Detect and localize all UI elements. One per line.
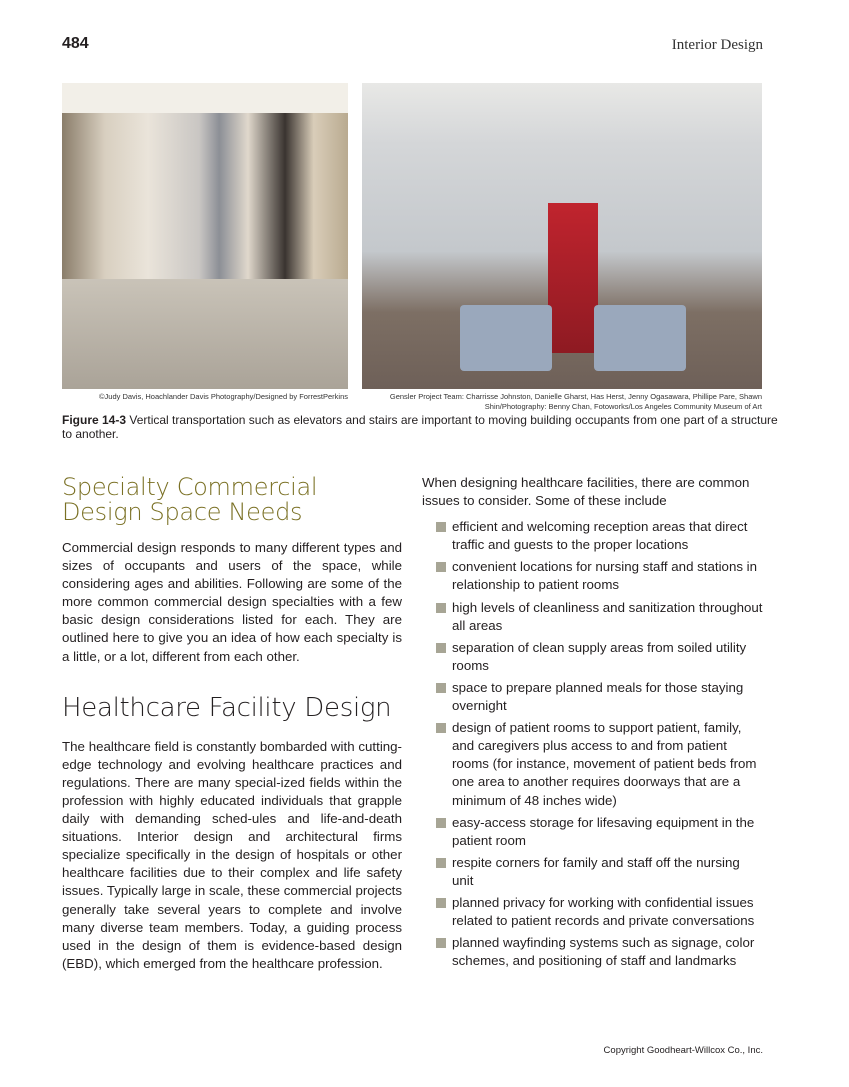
list-item xyxy=(422,558,764,594)
bullet-square-icon xyxy=(436,562,446,572)
photo-credit-left: ©Judy Davis, Hoachlander Davis Photography/Designed by ForrestPerkins xyxy=(99,392,348,401)
bullet-square-icon xyxy=(436,603,446,613)
left-column xyxy=(62,475,402,973)
copyright-footer: Copyright Goodheart-Willcox Co., Inc. xyxy=(603,1045,763,1056)
bullet-square-icon xyxy=(436,643,446,653)
list-item xyxy=(422,639,764,675)
specialty-paragraph: Commercial design responds to many different types and sizes of occupants and users of the space, while considering ages and abilities. Following are some of the more common commercial design specialties with a few basic design considerations listed for each. They are outlined here to give you an idea of how each specialty is a little, or a lot, different from each other. xyxy=(62,540,402,664)
list-item xyxy=(422,679,764,715)
list-item xyxy=(422,814,764,850)
list-item xyxy=(422,934,764,970)
bullet-square-icon xyxy=(436,898,446,908)
section-heading-specialty: Specialty Commercial Design Space Needs xyxy=(62,473,318,526)
healthcare-considerations-list xyxy=(422,518,764,970)
running-head: Interior Design xyxy=(671,37,763,53)
list-item-text: convenient locations for nursing staff and stations in relationship to patient rooms xyxy=(452,559,758,593)
hallway-elevator-photo xyxy=(62,83,348,389)
list-item xyxy=(422,894,764,930)
healthcare-intro: When designing healthcare facilities, there are common issues to consider. Some of these include xyxy=(422,475,750,509)
list-item-text: design of patient rooms to support patient, family, and caregivers plus access to and from patient rooms (for instance, movement of patient beds from one area to another requires doorways that are a minimum of 48 inches wide) xyxy=(452,720,757,808)
page-number: 484 xyxy=(62,35,89,52)
list-item-text: planned privacy for working with confidential issues related to patient records and private conversations xyxy=(452,894,755,929)
bullet-square-icon xyxy=(436,858,446,868)
healthcare-paragraph: The healthcare field is constantly bombarded with cutting-edge technology and evolving healthcare practices and regulations. There are many special-ized fields within the profession with highly educated individuals that grapple daily with demanding sched-ules and life-and-death situations. Interior design and architectural firms specialize specifically in the design of hospitals or other healthcare facilities due to their complex and life safety issues. Typically large in scale, these commercial projects generally take several years to complete and involve many diverse team members. Today, a guiding process used in the design of them is evidence-based design (EBD), which emerged from the healthcare profession. xyxy=(62,738,402,971)
list-item-text: efficient and welcoming reception areas that direct traffic and guests to the proper locations xyxy=(452,519,748,553)
list-item-text: separation of clean supply areas from soiled utility rooms xyxy=(452,639,747,673)
figure-caption-text: Vertical transportation such as elevators and stairs are important to moving building occupants from one part of a structure to another. xyxy=(62,413,778,441)
list-item xyxy=(422,518,764,554)
list-item-text: easy-access storage for lifesaving equipment in the patient room xyxy=(452,814,755,848)
red-staircase-lobby-photo xyxy=(362,83,762,389)
section-heading-healthcare: Healthcare Facility Design xyxy=(62,692,392,723)
list-item xyxy=(422,599,764,635)
bullet-square-icon xyxy=(436,522,446,532)
list-item-text: space to prepare planned meals for those staying overnight xyxy=(452,679,744,714)
bullet-square-icon xyxy=(436,683,446,693)
bullet-square-icon xyxy=(436,938,446,948)
list-item-text: high levels of cleanliness and sanitization throughout all areas xyxy=(452,599,763,633)
bullet-square-icon xyxy=(436,723,446,733)
figure-label: Figure 14-3 xyxy=(62,413,127,427)
list-item-text: respite corners for family and staff off the nursing unit xyxy=(452,854,740,888)
list-item-text: planned wayfinding systems such as signage, color schemes, and positioning of staff and landmarks xyxy=(452,935,755,969)
list-item xyxy=(422,719,764,809)
right-column xyxy=(422,474,764,974)
figure-caption xyxy=(62,413,782,441)
photo-credit-right: Gensler Project Team: Charrisse Johnston, Danielle Gharst, Has Herst, Jenny Ogasawara, Phillipe Pare, Shawn Shin/Photography: Benny Chan, Fotoworks/Los Angeles Community Museum of Art xyxy=(389,392,762,411)
bullet-square-icon xyxy=(436,818,446,828)
list-item xyxy=(422,854,764,890)
